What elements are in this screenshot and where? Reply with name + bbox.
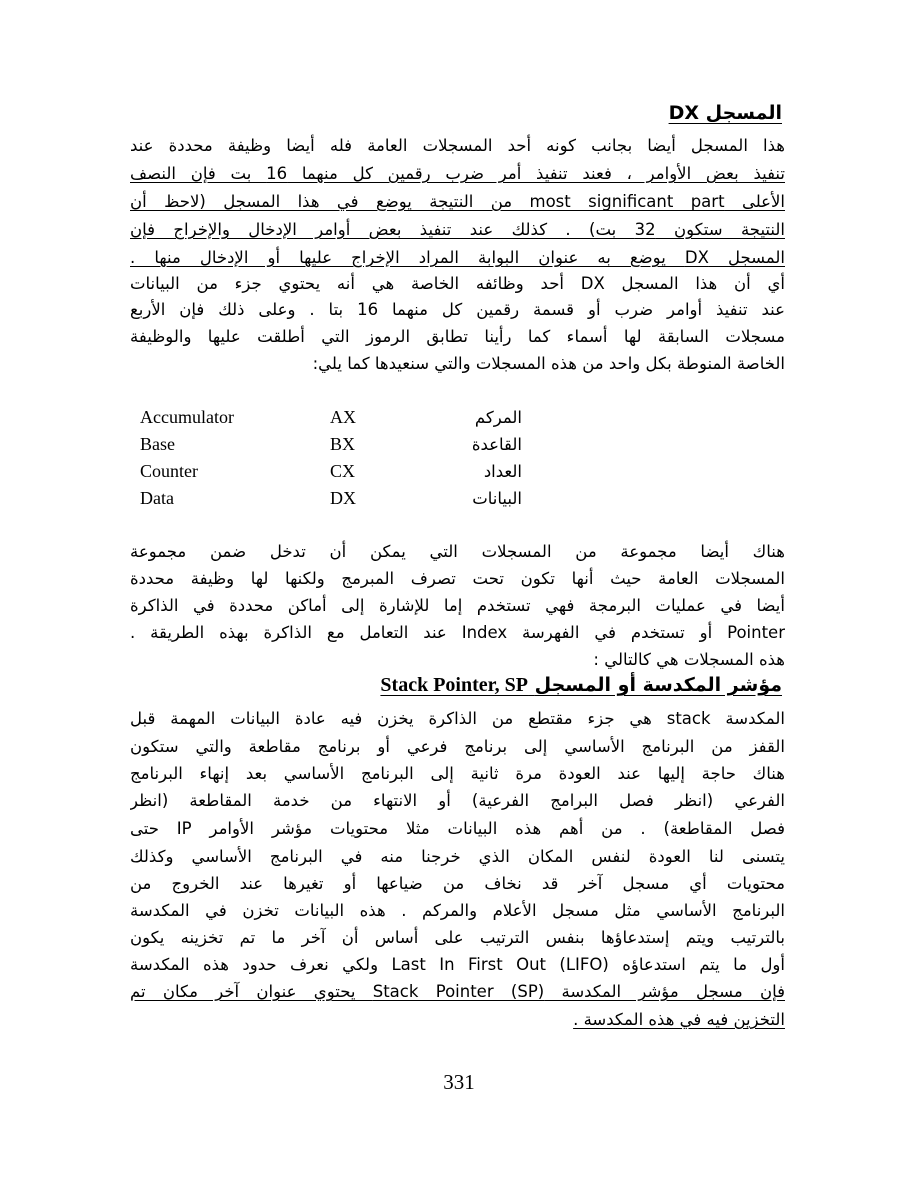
paragraph-line: أي أن هذا المسجل DX أحد وظائفه الخاصة هي أنه يحتوي جزء من البيانات xyxy=(130,274,785,293)
page-number: 331 xyxy=(443,1070,475,1094)
register-code: BX xyxy=(330,434,356,454)
register-code: AX xyxy=(330,407,356,427)
paragraph-line: مسجلات السابقة لها أسماء كما رأينا تطابق الرموز التي أطلقت عليها والوظيفة xyxy=(130,327,785,346)
paragraph-line: فإن مسجل مؤشر المكدسة Stack Pointer (SP) يحتوي عنوان آخر مكان تم xyxy=(130,982,785,1001)
paragraph-line: تنفيذ بعض الأوامر ، فعند تنفيذ أمر ضرب رقمين كل منهما 16 بت فإن النصف xyxy=(130,164,785,183)
paragraph-line: النتيجة ستكون 32 بت) . كذلك عند تنفيذ بعض أوامر الإدخال والإخراج فإن xyxy=(130,220,785,239)
register-arabic-name: البيانات xyxy=(472,489,522,508)
register-arabic-name: العداد xyxy=(483,462,522,481)
register-code: DX xyxy=(330,488,356,508)
paragraph-line: الأعلى most significant part من النتيجة يوضع في هذا المسجل (لاحظ أن xyxy=(130,192,785,211)
paragraph-line: البرنامج الأساسي مثل مسجل الأعلام والمركم . هذه البيانات تخزن في المكدسة xyxy=(130,901,785,920)
section-heading-stack-pointer xyxy=(380,674,782,697)
paragraph-line: يتسنى لنا العودة لنفس المكان الذي خرجنا منه في البرنامج الأساسي وكذلك xyxy=(130,847,785,866)
paragraph-line: المسجل DX يوضع به عنوان البوابة المراد الإخراج عليها أو الإدخال منها . xyxy=(130,248,785,267)
register-english-name: Accumulator xyxy=(140,407,234,427)
register-english-name: Base xyxy=(140,434,175,454)
paragraph-line: أيضا في عمليات البرمجة فهي تستخدم إما للإشارة إلى أماكن محددة في الذاكرة xyxy=(130,596,785,615)
paragraph-line xyxy=(130,1006,785,1034)
paragraph-line: هذا المسجل أيضا بجانب كونه أحد المسجلات العامة فله أيضا وظيفة محددة عند xyxy=(130,136,785,155)
heading-arabic: مؤشر المكدسة أو المسجل xyxy=(534,674,782,696)
paragraph-line: الفرعي (انظر فصل البرامج الفرعية) أو الانتهاء من خدمة المقاطعة (انظر xyxy=(130,791,785,810)
paragraph-line: عند تنفيذ أوامر ضرب أو قسمة رقمين كل منهما 16 بتا . وعلى ذلك فإن الأربع xyxy=(130,300,785,319)
paragraph-line: المسجلات العامة حيث أنها تكون تحت تصرف المبرمج ولكنها لها وظيفة محددة xyxy=(130,569,785,588)
register-english-name: Data xyxy=(140,488,174,508)
paragraph-line: الخاصة المنوطة بكل واحد من هذه المسجلات والتي سنعيدها كما يلي: xyxy=(312,354,785,373)
paragraph-line-text: التخزين فيه في هذه المكدسة . xyxy=(573,1010,785,1029)
register-arabic-name: القاعدة xyxy=(471,435,522,454)
register-arabic-name: المركم xyxy=(474,408,522,427)
paragraph-line: فصل المقاطعة) . من أهم هذه البيانات مثلا محتويات مؤشر الأوامر IP حتى xyxy=(130,819,785,838)
paragraph-line: القفز من البرنامج الأساسي إلى برنامج فرعي أو برنامج مقاطعة والتي ستكون xyxy=(130,737,785,756)
paragraph-line: هناك أيضا مجموعة من المسجلات التي يمكن أن تدخل ضمن مجموعة xyxy=(130,542,785,561)
register-row xyxy=(140,431,540,458)
paragraph-line: محتويات أي مسجل آخر قد نخاف من ضياعها أو تغيرها عند الخروج من xyxy=(130,874,785,893)
register-table xyxy=(140,404,540,512)
section-heading-dx: المسجل DX xyxy=(668,102,782,124)
register-row xyxy=(140,404,540,431)
paragraph-line: Pointer أو تستخدم في الفهرسة Index عند التعامل مع الذاكرة بهذه الطريقة . xyxy=(130,623,785,642)
register-row xyxy=(140,458,540,485)
paragraph-line: المكدسة stack هي جزء مقتطع من الذاكرة يخزن فيه عادة البيانات المهمة قبل xyxy=(130,709,785,728)
register-english-name: Counter xyxy=(140,461,198,481)
paragraph-line: هناك حاجة إليها عند العودة مرة ثانية إلى البرنامج الأساسي بعد إنهاء البرنامج xyxy=(130,764,785,783)
register-row xyxy=(140,485,540,512)
paragraph-line: بالترتيب ويتم إستدعاؤها بنفس الترتيب على أساس أن آخر ما تم تخزينه يكون xyxy=(130,928,785,947)
paragraph-line: أول ما يتم استدعاؤه Last In First Out (LIFO) ولكي نعرف حدود هذه المكدسة xyxy=(130,955,785,974)
heading-english: Stack Pointer, SP xyxy=(380,674,529,696)
paragraph-line: هذه المسجلات هي كالتالي : xyxy=(593,650,785,669)
register-code: CX xyxy=(330,461,356,481)
